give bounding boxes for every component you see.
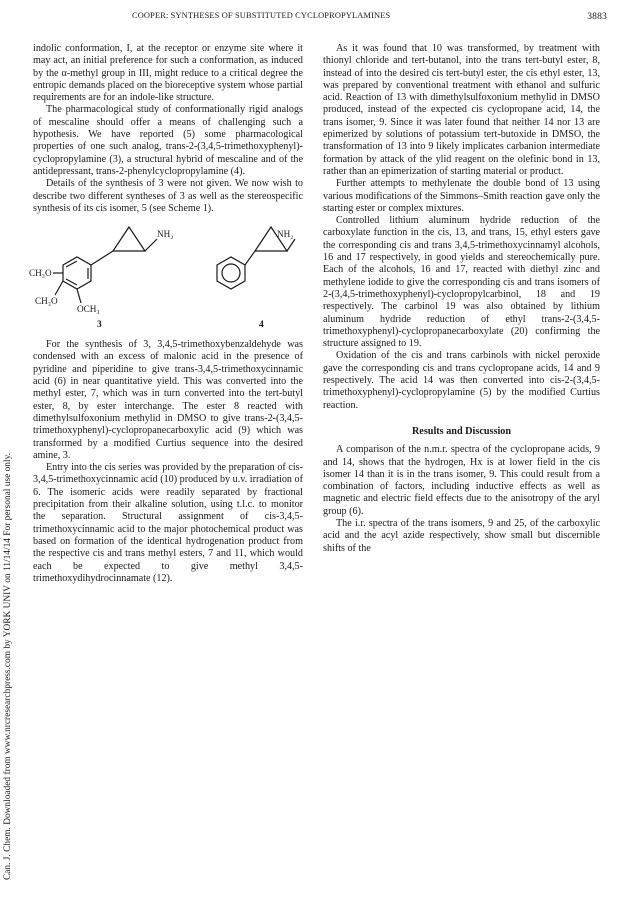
paragraph: The i.r. spectra of the trans isomers, 9 and 25, of the carboxylic acid and the acyl azide respectively, show small but discernible shifts of the	[323, 517, 600, 554]
paragraph: Further attempts to methylenate the double bond of 13 using various modifications of the Simmons–Smith reaction gave only the starting ester or complex mixtures.	[323, 178, 600, 214]
paragraph: Entry into the cis series was provided by the preparation of cis-3,4,5-trimethoxycinnamic acid (10) produced by u.v. irradiation of 6. The isomeric acids were readily separated by fractional precipitation from their alkaline solution, using t.l.c. to monitor the separation. Structural assignment of cis-3,4,5-trimethoxycinnamic acid to the major photochemical product was based on formation of the identical hydrogenation product from the respective cis and trans methyl esters, 7 and 11, which would each be expected to give methyl 3,4,5-trimethoxydihydrocinnamate (12).	[33, 462, 303, 584]
paragraph: As it was found that 10 was transformed, by treatment with thionyl chloride and tert-butanol, into the trans tert-butyl ester, 8, instead of into the desired cis tert-butyl ester, the cis ethyl ester, 13, was prepared by conventional treatment with ethanol and sulfuric acid. Reaction of 13 with dimethylsulfoxonium methylid in DMSO produced, instead of the expected cis cyclopropane acid, 14, the trans isomer, 9. Since it was later found that neither 14 nor 13 are epimerized by solutions of potassium tert-butoxide in DMSO, the transformation of 13 into 9 likely implicates carbanion intermediate formation by attack of the ylid reagent on the olefinic bond in 13, rather than an epimerization of starting material or product.	[323, 43, 600, 177]
methoxy-label: CH₃O	[35, 296, 58, 307]
section-heading: Results and Discussion	[411, 425, 512, 437]
methoxy-bond	[55, 281, 63, 295]
page-number: 3883	[587, 11, 607, 22]
paragraph: Details of the synthesis of 3 were not given. We now wish to describe two different syntheses of 3 as well as the stereospecific synthesis of its cis isomer, 5 (see Scheme 1).	[33, 178, 303, 214]
benzene-ring	[63, 257, 91, 289]
aromatic-circle	[222, 264, 240, 282]
amine-label: NH₂	[157, 229, 174, 240]
chemical-scheme	[29, 219, 303, 339]
paragraph: Controlled lithium aluminum hydride reduction of the carboxylate function in the cis, 13, and trans, 15, ethyl esters gave the corresponding cis and trans 3,4,5-trimethoxycinnamyl alcohols, 16 and 17 respectively, in good yields and stereochemically pure. Each of the alcohols, 16 and 17, reacted with diethyl zinc and methylene iodide to give the corresponding cis and trans isomers of 2-(3,4,5-trimethoxyphenyl)-cyclopropylcarbinol, 18 and 19 respectively. The carbinol 19 was also obtained by lithium aluminum hydride reduction of ethyl trans-2-(3,4,5-trimethoxyphenyl)-cyclopropanecarboxylate (20) confirming the structure assigned to 19.	[323, 215, 600, 350]
paragraph: A comparison of the n.m.r. spectra of the cyclopropane acids, 9 and 14, shows that the hydrogen, Hx is at lower field in the cis isomer 14 than it is in the trans isomer, 9. This could result from a combination of factors, including inductive effects as well as magnetic and electric field effects due to the anisotropy of the aryl group (6).	[323, 444, 600, 517]
right-column	[323, 43, 600, 555]
compound-number: 3	[97, 319, 102, 331]
paragraph: The pharmacological study of conformationally rigid analogs of mescaline should offer a means of challenging such a hypothesis. We have reported (5) some pharmacological properties of one such analog, trans-2-(3,4,5-trimethoxyphenyl)-cyclopropylamine (3), a structural hybrid of mescaline and of the antidepressant, trans-2-phenylcyclopropylamine (4).	[33, 104, 303, 177]
running-title: COOPER: SYNTHESES OF SUBSTITUTED CYCLOPROPYLAMINES	[132, 11, 391, 20]
benzene-ring	[217, 257, 245, 289]
methoxy-bond	[77, 289, 81, 303]
download-watermark-text: Can. J. Chem. Downloaded from www.nrcresearchpress.com by YORK UNIV on 11/14/14 For personal use only.	[3, 452, 13, 880]
aryl-bond	[91, 251, 113, 265]
amine-label: NH₂	[277, 229, 294, 240]
aryl-bond	[245, 251, 255, 265]
left-column	[29, 43, 303, 585]
structure-3	[53, 227, 157, 303]
paragraph: Oxidation of the cis and trans carbinols with nickel peroxide gave the corresponding cis and trans cyclopropane acids, 14 and 9 respectively. The acid 14 was then converted into cis-2-(3,4,5-trimethoxyphenyl)-cyclopropylamine (5) by the modified Curtius reaction.	[323, 350, 600, 411]
amine-bond	[287, 239, 295, 251]
paragraph: indolic conformation, I, at the receptor or enzyme site where it may act, an initial preference for such a conformation, as induced by the α-methyl group in III, might reduce to a critical degree the entropic demands placed on the bioreceptive system whose partial requirements are for an indole-like structure.	[33, 43, 303, 104]
methoxy-label: CH₃O	[29, 268, 52, 279]
methoxy-label: OCH₃	[77, 304, 100, 315]
download-watermark	[1, 120, 15, 880]
paragraph: For the synthesis of 3, 3,4,5-trimethoxybenzaldehyde was condensed with an excess of malonic acid in the presence of pyridine and piperidine to give trans-3,4,5-trimethoxycinnamic acid (6) in near quantitative yield. This was converted into the methyl ester, 7, which was in turn converted into the tert-butyl ester, 8, by ester interchange. The ester 8 reacted with dimethylsulfoxonium methylid in DMSO to give trans-2-(3,4,5-trimethoxyphenyl)-cyclopropanecarboxylic acid (9) which was transformed by a modified Curtius sequence into the desired amine, 3.	[33, 339, 303, 461]
amine-bond	[145, 239, 157, 251]
cyclopropane-ring	[113, 227, 145, 251]
compound-number: 4	[259, 319, 264, 331]
